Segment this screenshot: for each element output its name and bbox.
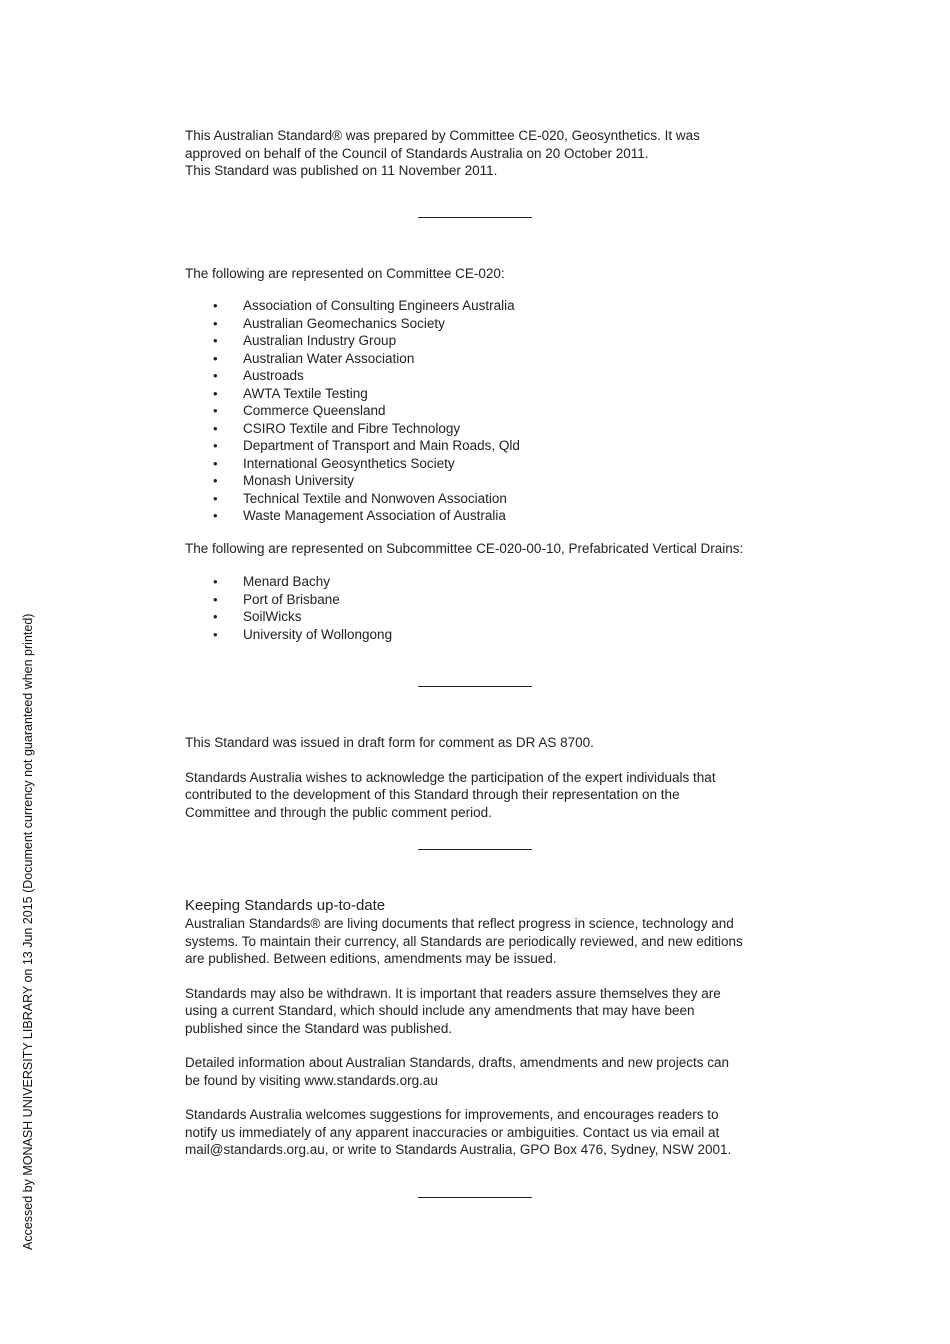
acknowledgement-line: contributed to the development of this Standard through their representation on the (185, 787, 680, 802)
paragraph-line: published since the Standard was published. (185, 1020, 453, 1036)
list-item: • University of Wollongong (185, 626, 775, 644)
committee-member-list (185, 297, 775, 525)
keeping-standards-heading: Keeping Standards up-to-date (185, 897, 386, 914)
list-item: • International Geosynthetics Society (185, 455, 775, 473)
acknowledgement-line: Committee and through the public comment period. (185, 804, 492, 820)
list-item: • Port of Brisbane (185, 591, 775, 609)
paragraph-line: using a current Standard, which should include any amendments that may have been (185, 1003, 695, 1018)
list-item: • Department of Transport and Main Roads, Qld (185, 437, 775, 455)
list-item: • Association of Consulting Engineers Australia (185, 297, 775, 315)
publication-line: This Standard was published on 11 November 2011. (185, 163, 498, 178)
list-item: • Menard Bachy (185, 573, 775, 591)
list-item: • Austroads (185, 367, 775, 385)
acknowledgement-paragraph (185, 769, 775, 822)
paragraph-line: systems. To maintain their currency, all Standards are periodically reviewed, and new editions (185, 933, 743, 949)
paragraph-line (185, 1141, 775, 1159)
paragraph-text: , or write to Standards Australia, GPO Box 476, Sydney, NSW 2001. (324, 1142, 732, 1157)
keeping-paragraph-1 (185, 915, 775, 968)
paragraph-text: be found by visiting (185, 1072, 305, 1088)
list-item: • Monash University (185, 472, 775, 490)
committee-intro: The following are represented on Committee CE-020: (185, 265, 505, 281)
paragraph-line: Standards may also be withdrawn. It is important that readers assure themselves they are (185, 985, 721, 1001)
draft-notice: This Standard was issued in draft form for comment as DR AS 8700. (185, 735, 594, 750)
list-item: • SoilWicks (185, 608, 775, 626)
acknowledgement-line: Standards Australia wishes to acknowledge the participation of the expert individuals that (185, 769, 716, 785)
subcommittee-intro: The following are represented on Subcommittee CE-020-00-10, Prefabricated Vertical Drains: (185, 540, 744, 556)
keeping-paragraph-4 (185, 1106, 775, 1159)
list-item: • CSIRO Textile and Fibre Technology (185, 420, 775, 438)
section-divider (418, 686, 532, 687)
section-divider (418, 1197, 532, 1198)
paragraph-line: notify us immediately of any apparent inaccuracies or ambiguities. Contact us via email at (185, 1124, 720, 1140)
subcommittee-member-list (185, 573, 775, 643)
list-item: • Australian Geomechanics Society (185, 315, 775, 333)
paragraph-line: Detailed information about Australian Standards, drafts, amendments and new projects can (185, 1055, 730, 1070)
list-item: • Technical Textile and Nonwoven Association (185, 490, 775, 508)
list-item: • Commerce Queensland (185, 402, 775, 420)
website-link[interactable]: www.standards.org.au (304, 1072, 438, 1088)
paragraph-line (185, 1072, 775, 1090)
list-item: • Australian Industry Group (185, 332, 775, 350)
preparation-notice (185, 127, 775, 180)
paragraph-line: are published. Between editions, amendments may be issued. (185, 951, 557, 966)
paragraph-line: Australian Standards® are living documents that reflect progress in science, technology and (185, 916, 734, 931)
list-item: • Waste Management Association of Australia (185, 507, 775, 525)
list-item: • Australian Water Association (185, 350, 775, 368)
email-link[interactable]: mail@standards.org.au (185, 1142, 325, 1157)
keeping-paragraph-2 (185, 985, 775, 1038)
preparation-line: This Australian Standard® was prepared by Committee CE-020, Geosynthetics. It was (185, 128, 700, 143)
keeping-paragraph-3 (185, 1054, 775, 1089)
section-divider (418, 217, 532, 218)
list-item: • AWTA Textile Testing (185, 385, 775, 403)
document-page (185, 127, 775, 1198)
access-watermark: Accessed by MONASH UNIVERSITY LIBRARY on 13 Jun 2015 (Document currency not guaranteed when printed) (21, 613, 35, 1250)
section-divider (418, 849, 532, 850)
preparation-line: approved on behalf of the Council of Standards Australia on 20 October 2011. (185, 145, 649, 161)
paragraph-line: Standards Australia welcomes suggestions for improvements, and encourages readers to (185, 1107, 719, 1122)
